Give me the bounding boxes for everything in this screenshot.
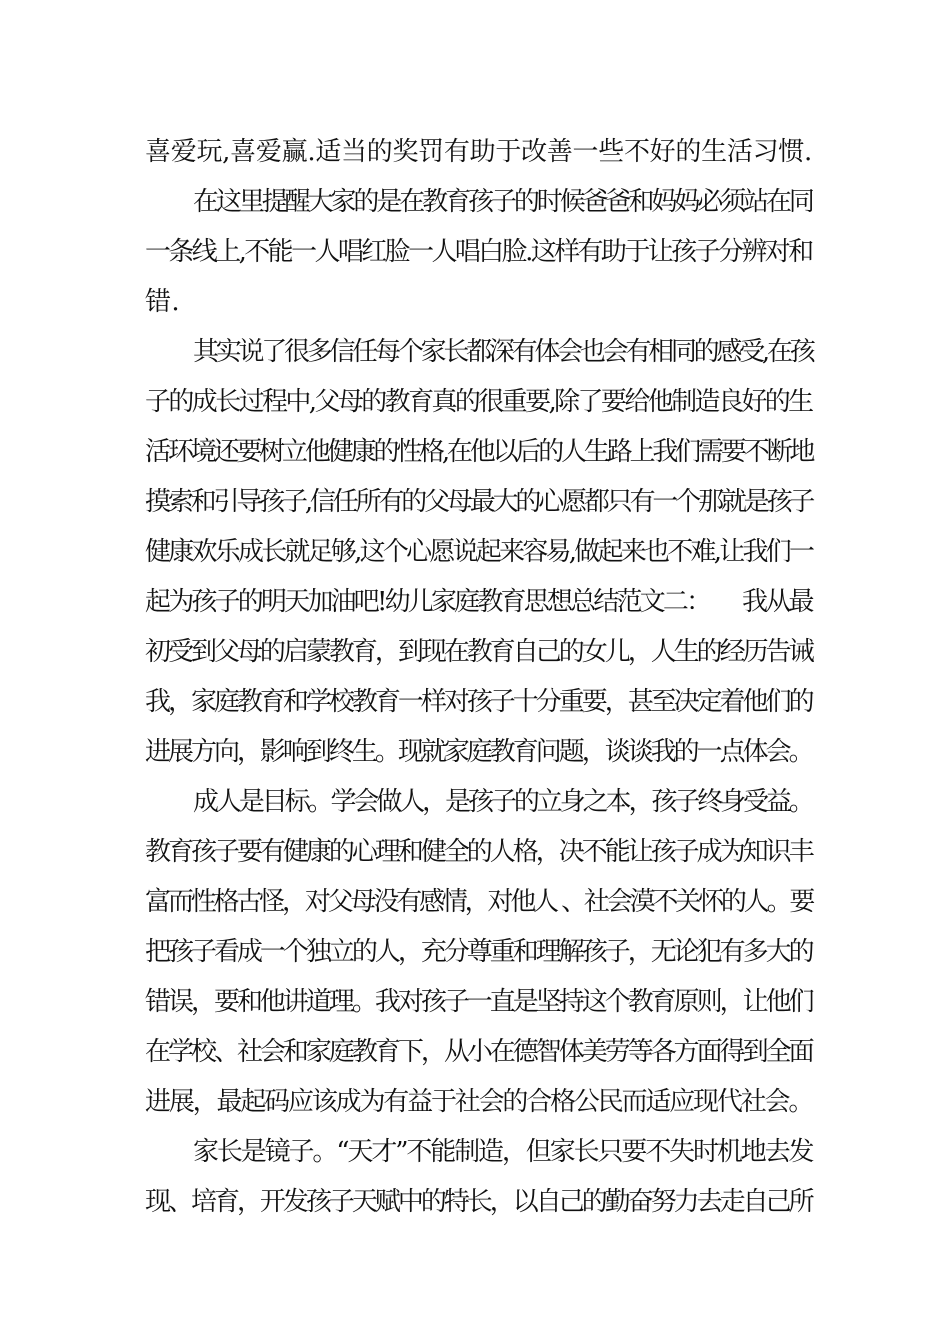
text-line: 家长是镜子。“天才”不能制造，但家长只要不失时机地去发 [193,1137,813,1167]
text-line: 进展，最起码应该成为有益于社会的合格公民而适应现代社会。 [145,1087,813,1117]
text-line: 错误，要和他讲道理。我对孩子一直是坚持这个教育原则，让他们 [145,987,812,1017]
text-line: 初受到父母的启蒙教育，到现在教育自己的女儿，人生的经历告诫 [145,637,812,667]
text-line: 错. [145,287,181,317]
text-line: 富而性格古怪，对父母没有感情，对他人 、社会漠不关怀的人。要 [145,887,813,917]
text-line: 在这里提醒大家的是在教育孩子的时候爸爸和妈妈必须站在同 [193,187,812,217]
text-line: 进展方向，影响到终生。现就家庭教育问题，谈谈我的一点体会。 [145,737,812,767]
text-line: 把孩子看成一个独立的人，充分尊重和理解孩子，无论犯有多大的 [145,937,812,967]
text-line: 喜爱玩,喜爱赢.适当的奖罚有助于改善一些不好的生活习惯. [145,137,812,167]
text-line: 一条线上,不能一人唱红脸一人唱白脸.这样有助于让孩子分辨对和 [145,237,812,267]
text-line: 我，家庭教育和学校教育一样对孩子十分重要，甚至决定着他们的 [145,687,812,717]
text-line: 教育孩子要有健康的心理和健全的人格，决不能让孩子成为知识丰 [145,837,812,867]
text-line: 活环境还要树立他健康的性格,在他以后的人生路上我们需要不断地 [145,437,813,467]
text-line: 健康欢乐成长就足够,这个心愿说起来容易,做起来也不难,让我们一 [145,537,813,567]
text-line: 其实说了很多信任每个家长都深有体会也会有相同的感受,在孩 [193,337,813,367]
text-line: 成人是目标。学会做人，是孩子的立身之本，孩子终身受益。 [193,787,812,817]
text-line: 子的成长过程中,父母的教育真的很重要,除了要给他制造良好的生 [145,387,812,417]
text-line: 摸索和引导孩子,信任所有的父母最大的心愿都只有一个那就是孩子 [145,487,813,517]
text-line: 现、培育，开发孩子天赋中的特长，以自己的勤奋努力去走自己所 [145,1187,812,1217]
text-line: 起为孩子的明天加油吧!幼儿家庭教育思想总结范文二： 我从最 [145,587,812,617]
text-line: 在学校、社会和家庭教育下，从小在德智体美劳等各方面得到全面 [145,1037,812,1067]
